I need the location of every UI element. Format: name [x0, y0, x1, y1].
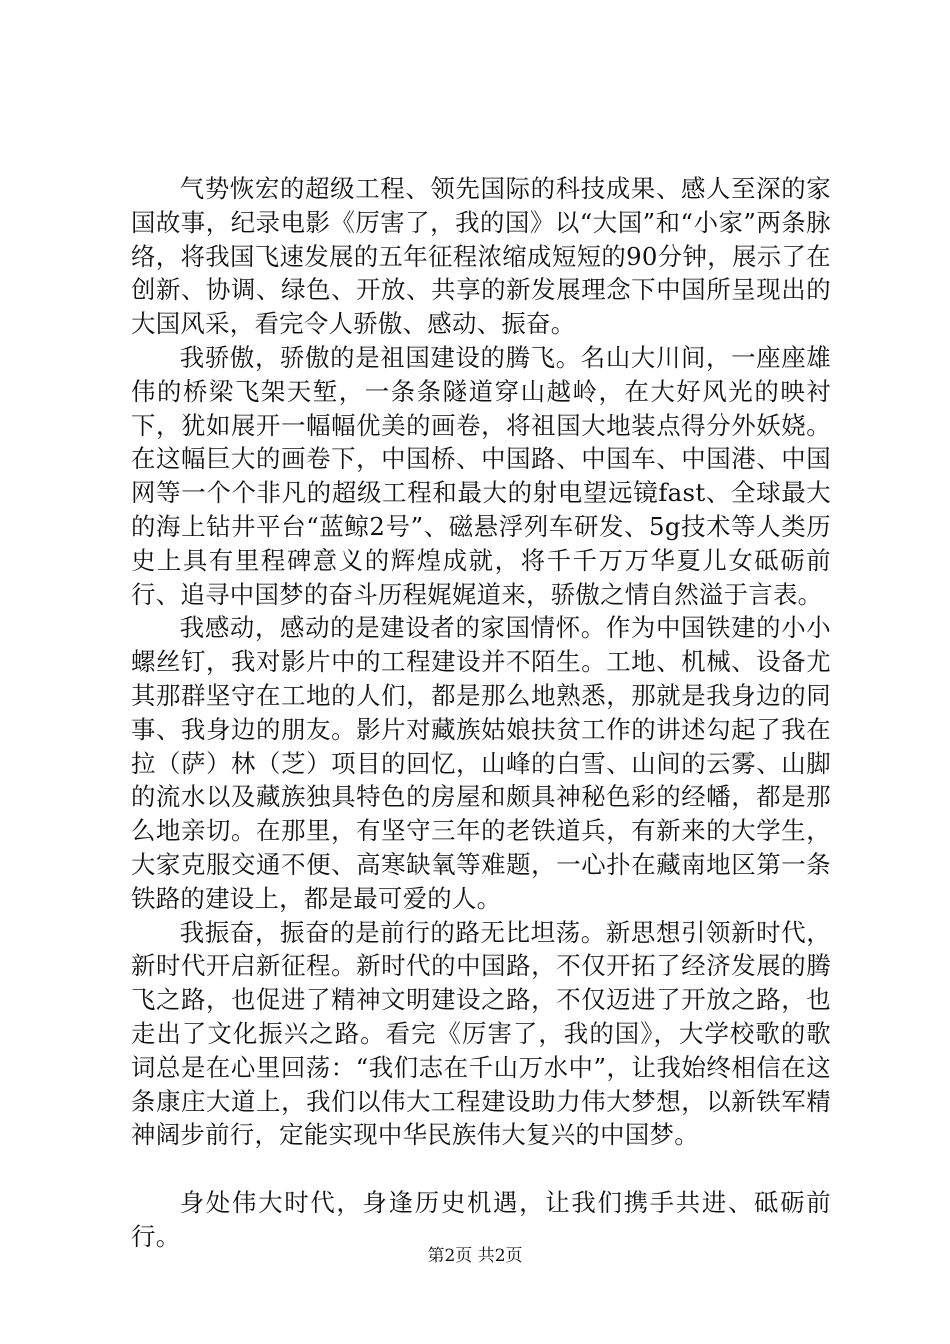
paragraph-closing: 身处伟大时代，身逢历史机遇，让我们携手共进、砥砺前行。 [131, 1187, 831, 1251]
paragraph-pride: 我骄傲，骄傲的是祖国建设的腾飞。名山大川间，一座座雄伟的桥梁飞架天堑，一条条隧道穿山越岭，在大好风光的映衬下，犹如展开一幅幅优美的画卷，将祖国大地装点得分外妖娆。在这幅巨大的画卷下，中国桥、中国路、中国车、中国港、中国网等一个个非凡的超级工程和最大的射电望远镜fast、全球最大的海上钻井平台“蓝鲸2号”、磁悬浮列车研发、5g技术等人类历史上具有里程碑意义的辉煌成就，将千千万万华夏儿女砥砺前行、追寻中国梦的奋斗历程娓娓道来，骄傲之情自然溢于言表。 [131, 342, 831, 609]
paragraph-moved: 我感动，感动的是建设者的家国情怀。作为中国铁建的小小螺丝钉，我对影片中的工程建设并不陌生。工地、机械、设备尤其那群坚守在工地的人们，都是那么地熟悉，那就是我身边的同事、我身边的朋友。影片对藏族姑娘扶贫工作的讲述勾起了我在拉（萨）林（芝）项目的回忆，山峰的白雪、山间的云雾、山脚的流水以及藏族独具特色的房屋和颇具神秘色彩的经幡，都是那么地亲切。在那里，有坚守三年的老铁道兵，有新来的大学生，大家克服交通不便、高寒缺氧等难题，一心扑在藏南地区第一条铁路的建设上，都是最可爱的人。 [131, 613, 831, 913]
document-body [131, 172, 831, 1254]
paragraph-gap [131, 1152, 831, 1186]
paragraph-intro: 气势恢宏的超级工程、领先国际的科技成果、感人至深的家国故事，纪录电影《厉害了，我的国》以“大国”和“小家”两条脉络，将我国飞速发展的五年征程浓缩成短短的90分钟，展示了在创新、协调、绿色、开放、共享的新发展理念下中国所呈现出的大国风采，看完令人骄傲、感动、振奋。 [131, 174, 831, 339]
paragraph-inspired: 我振奋，振奋的是前行的路无比坦荡。新思想引领新时代，新时代开启新征程。新时代的中国路，不仅开拓了经济发展的腾飞之路，也促进了精神文明建设之路，不仅迈进了开放之路，也走出了文化振兴之路。看完《厉害了，我的国》，大学校歌的歌词总是在心里回荡：“我们志在千山万水中”，让我始终相信在这条康庄大道上，我们以伟大工程建设助力伟大梦想，以新铁军精神阔步前行，定能实现中华民族伟大复兴的中国梦。 [131, 917, 831, 1150]
page-number-footer: 第2页 共2页 [427, 1246, 523, 1266]
